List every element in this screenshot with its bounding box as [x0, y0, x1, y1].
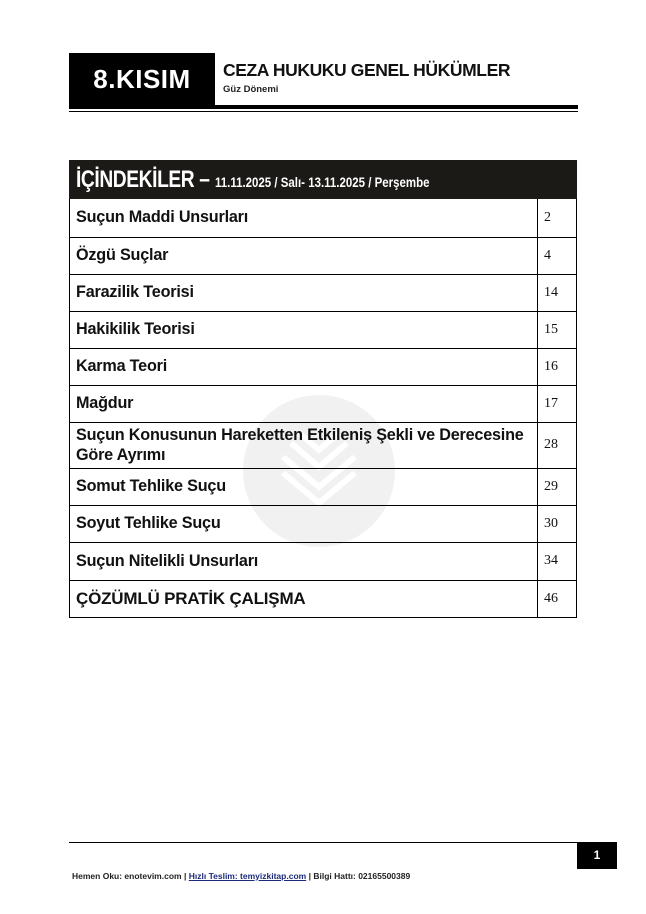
table-of-contents: [69, 160, 577, 618]
footer-rule: [69, 842, 577, 843]
toc-row[interactable]: [70, 468, 577, 505]
footer-separator: |: [308, 871, 311, 881]
footer-info-line: Bilgi Hattı: 02165500389: [313, 871, 411, 881]
footer-separator: |: [183, 871, 187, 881]
toc-row[interactable]: [70, 274, 577, 311]
toc-date-info: 11.11.2025 / Salı- 13.11.2025 / Perşembe: [214, 173, 430, 190]
toc-row[interactable]: [70, 237, 577, 274]
toc-entry-page: 14: [538, 274, 577, 311]
toc-row[interactable]: [70, 311, 577, 348]
toc-row[interactable]: [70, 422, 577, 468]
toc-entry-page: 46: [538, 580, 577, 617]
header-rule: [69, 105, 578, 109]
footer-text: [72, 871, 410, 881]
toc-row[interactable]: [70, 505, 577, 542]
toc-entry-page: 16: [538, 348, 577, 385]
toc-entry-page: 17: [538, 385, 577, 422]
toc-entry-title: Suçun Maddi Unsurları: [70, 199, 538, 237]
footer-read-link[interactable]: Hemen Oku: enotevim.com: [72, 871, 182, 881]
toc-entry-page: 4: [538, 237, 577, 274]
toc-entry-title: Soyut Tehlike Suçu: [70, 505, 538, 542]
toc-row[interactable]: [70, 348, 577, 385]
toc-heading: İÇİNDEKİLER –: [76, 165, 210, 193]
section-title: CEZA HUKUKU GENEL HÜKÜMLER: [223, 60, 511, 80]
toc-entry-page: 15: [538, 311, 577, 348]
footer-fast-delivery-link[interactable]: Hızlı Teslim: temyizkitap.com: [188, 871, 307, 881]
header-rule-thin: [69, 111, 578, 112]
toc-entry-page: 29: [538, 468, 577, 505]
toc-entry-page: 30: [538, 505, 577, 542]
toc-entry-title: Karma Teori: [70, 348, 538, 385]
toc-entry-page: 2: [538, 199, 577, 237]
toc-row[interactable]: [70, 542, 577, 580]
toc-row[interactable]: [70, 199, 577, 237]
toc-entry-title: Hakikilik Teorisi: [70, 311, 538, 348]
toc-entry-page: 34: [538, 542, 577, 580]
toc-entry-title: Suçun Konusunun Hareketten Etkileniş Şekli ve Derecesine Göre Ayrımı: [70, 422, 538, 468]
toc-entry-title: Suçun Nitelikli Unsurları: [70, 542, 538, 580]
toc-entry-title: Özgü Suçlar: [70, 237, 538, 274]
toc-entry-title: ÇÖZÜMLÜ PRATİK ÇALIŞMA: [70, 580, 538, 617]
toc-entry-page: 28: [538, 422, 577, 468]
toc-table: [69, 199, 577, 618]
toc-heading-bar: [69, 160, 577, 199]
part-label: 8.KISIM: [69, 53, 215, 106]
toc-entry-title: Farazilik Teorisi: [70, 274, 538, 311]
section-subtitle: Güz Dönemi: [223, 84, 279, 95]
page-number: 1: [577, 842, 617, 869]
toc-entry-title: Mağdur: [70, 385, 538, 422]
toc-row[interactable]: [70, 580, 577, 617]
toc-entry-title: Somut Tehlike Suçu: [70, 468, 538, 505]
section-header: [69, 53, 578, 111]
toc-row[interactable]: [70, 385, 577, 422]
